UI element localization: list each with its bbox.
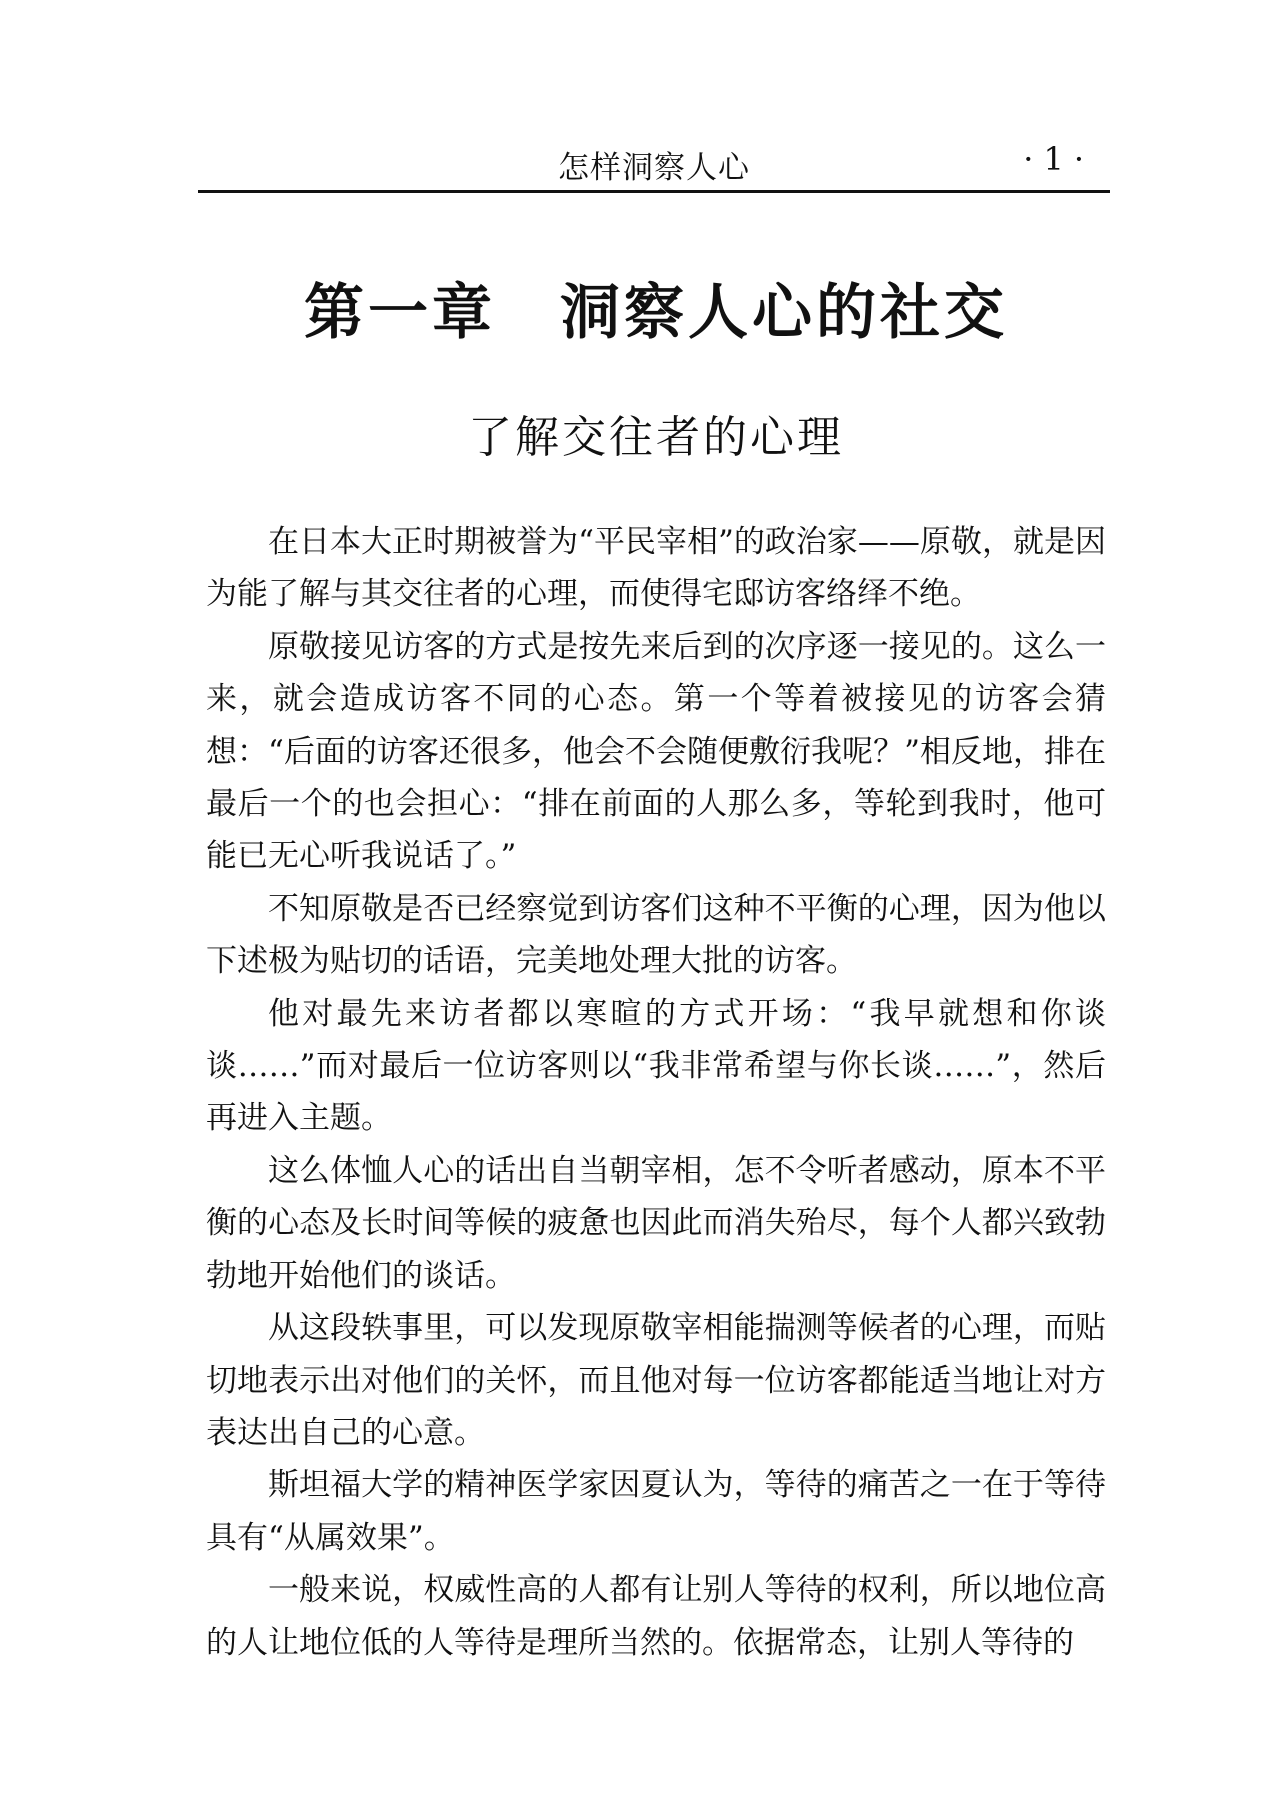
paragraph: 从这段轶事里，可以发现原敬宰相能揣测等候者的心理，而贴切地表示出对他们的关怀，而且他对每一位访客都能适当地让对方表达出自己的心意。 (206, 1310, 1106, 1451)
paragraph: 不知原敬是否已经察觉到访客们这种不平衡的心理，因为他以下述极为贴切的话语，完美地处理大批的访客。 (206, 890, 1106, 980)
header-rule (198, 190, 1110, 193)
chapter-title: 第一章 洞察人心的社交 (304, 278, 1008, 348)
body-text (206, 516, 1106, 1669)
paragraph: 在日本大正时期被誉为“平民宰相”的政治家——原敬，就是因为能了解与其交往者的心理，而使得宅邸访客络绎不绝。 (206, 524, 1106, 613)
paragraph: 斯坦福大学的精神医学家因夏认为，等待的痛苦之一在于等待具有“从属效果”。 (206, 1467, 1106, 1556)
running-title: 怎样洞察人心 (558, 150, 750, 186)
paragraph: 这么体恤人心的话出自当朝宰相，怎不令听者感动，原本不平衡的心态及长时间等候的疲惫也因此而消失殆尽，每个人都兴致勃勃地开始他们的谈话。 (206, 1152, 1106, 1294)
paragraph: 一般来说，权威性高的人都有让别人等待的权利，所以地位高的人让地位低的人等待是理所当然的。依据常态，让别人等待的 (206, 1572, 1106, 1661)
section-title: 了解交往者的心理 (468, 412, 844, 463)
page-number: ·1· (1023, 140, 1094, 178)
paragraph: 原敬接见访客的方式是按先来后到的次序逐一接见的。这么一来，就会造成访客不同的心态。第一个等着被接见的访客会猜想：“后面的访客还很多，他会不会随便敷衍我呢？”相反地，排在最后一个的也会担心：“排在前面的人那么多，等轮到我时，他可能已无心听我说话了。” (206, 628, 1106, 875)
page-header (198, 138, 1110, 194)
paragraph: 他对最先来访者都以寒暄的方式开场：“我早就想和你谈谈……”而对最后一位访客则以“我非常希望与你长谈……”，然后再进入主题。 (206, 995, 1106, 1137)
